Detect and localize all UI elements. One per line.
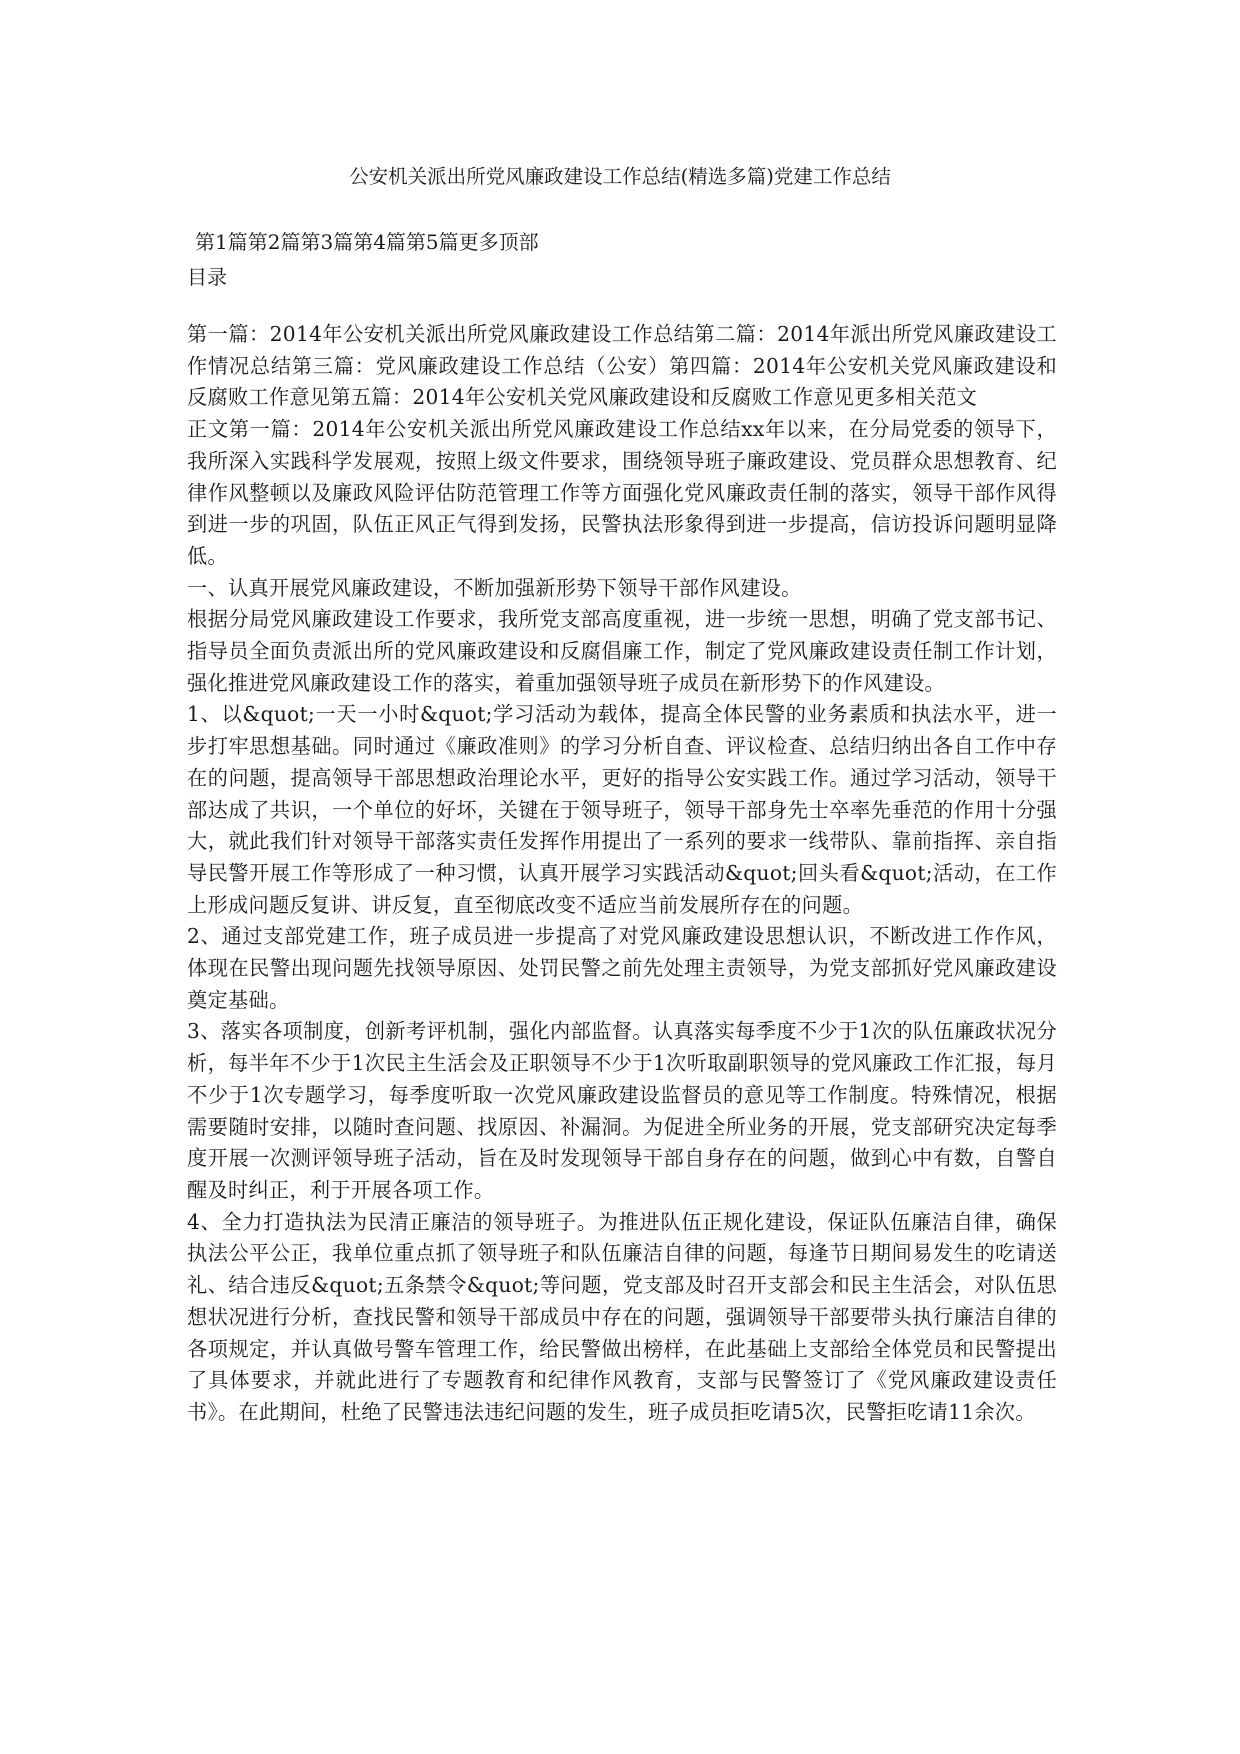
toc-paragraph: 第一篇：2014年公安机关派出所党风廉政建设工作总结第二篇：2014年派出所党风廉政建设工作情况总结第三篇：党风廉政建设工作总结（公安）第四篇：2014年公安机关党风廉政建设和反腐败工作意见第五篇：2014年公安机关党风廉政建设和反腐败工作意见更多相关范文 [187, 322, 1057, 410]
toc-heading: 目录 [187, 265, 227, 289]
nav-link-article-5[interactable]: 第5篇 [405, 230, 459, 254]
nav-link-article-2[interactable]: 第2篇 [247, 230, 301, 254]
body-paragraph: 4、全力打造执法为民清正廉洁的领导班子。为推进队伍正规化建设，保证队伍廉洁自律，确保执法公平公正，我单位重点抓了领导班子和队伍廉洁自律的问题，每逢节日期间易发生的吃请送礼、结合违反&quot;五条禁令&quot;等问题，党支部及时召开支部会和民主生活会，对队伍思想状况进行分析，查找民警和领导干部成员中存在的问题，强调领导干部要带头执行廉洁自律的各项规定，并认真做号警车管理工作，给民警做出榜样，在此基础上支部给全体党员和民警提出了具体要求，并就此进行了专题教育和纪律作风教育，支部与民警签订了《党风廉政建设责任书》。在此期间，杜绝了民警违法违纪问题的发生，班子成员拒吃请5次，民警拒吃请11余次。 [187, 1209, 1057, 1424]
section-heading: 一、认真开展党风廉政建设，不断加强新形势下领导干部作风建设。 [187, 575, 802, 600]
document-body [187, 319, 1057, 1429]
nav-link-top[interactable]: 顶部 [498, 230, 539, 254]
body-paragraph: 正文第一篇：2014年公安机关派出所党风廉政建设工作总结xx年以来，在分局党委的领导下，我所深入实践科学发展观，按照上级文件要求，围绕领导班子廉政建设、党员群众思想教育、纪律作风整顿以及廉政风险评估防范管理工作等方面强化党风廉政责任制的落实，领导干部作风得到进一步的巩固，队伍正风正气得到发扬，民警执法形象得到进一步提高，信访投诉问题明显降低。 [187, 417, 1057, 568]
body-paragraph: 2、通过支部党建工作，班子成员进一步提高了对党风廉政建设思想认识，不断改进工作作风，体现在民警出现问题先找领导原因、处罚民警之前先处理主责领导，为党支部抓好党风廉政建设奠定基础。 [187, 924, 1057, 1012]
nav-link-article-4[interactable]: 第4篇 [353, 230, 406, 254]
nav-link-article-1[interactable]: 第1篇 [195, 230, 248, 254]
body-paragraph: 根据分局党风廉政建设工作要求，我所党支部高度重视，进一步统一思想，明确了党支部书记、指导员全面负责派出所的党风廉政建设和反腐倡廉工作，制定了党风廉政建设责任制工作计划，强化推进党风廉政建设工作的落实，着重加强领导班子成员在新形势下的作风建设。 [187, 607, 1057, 695]
document-title: 公安机关派出所党风廉政建设工作总结(精选多篇)党建工作总结 [349, 165, 891, 188]
body-paragraph: 3、落实各项制度，创新考评机制，强化内部监督。认真落实每季度不少于1次的队伍廉政状况分析，每半年不少于1次民主生活会及正职领导不少于1次听取副职领导的党风廉政工作汇报，每月不少于1次专题学习，每季度听取一次党风廉政建设监督员的意见等工作制度。特殊情况，根据需要随时安排，以随时查问题、找原因、补漏洞。为促进全所业务的开展，党支部研究决定每季度开展一次测评领导班子活动，旨在及时发现领导干部自身存在的问题，做到心中有数，自警自醒及时纠正，利于开展各项工作。 [187, 1019, 1057, 1202]
nav-link-more[interactable]: 更多 [458, 230, 499, 254]
body-paragraph: 1、以&quot;一天一小时&quot;学习活动为载体，提高全体民警的业务素质和执法水平，进一步打牢思想基础。同时通过《廉政准则》的学习分析自查、评议检查、总结归纳出各自工作中存在的问题，提高领导干部思想政治理论水平，更好的指导公安实践工作。通过学习活动，领导干部达成了共识，一个单位的好坏，关键在于领导班子，领导干部身先士卒率先垂范的作用十分强大，就此我们针对领导干部落实责任发挥作用提出了一系列的要求一线带队、靠前指挥、亲自指导民警开展工作等形成了一种习惯，认真开展学习实践活动&quot;回头看&quot;活动，在工作上形成问题反复讲、讲反复，直至彻底改变不适应当前发展所存在的问题。 [187, 702, 1057, 917]
article-nav [195, 227, 539, 257]
nav-link-article-3[interactable]: 第3篇 [300, 230, 354, 254]
